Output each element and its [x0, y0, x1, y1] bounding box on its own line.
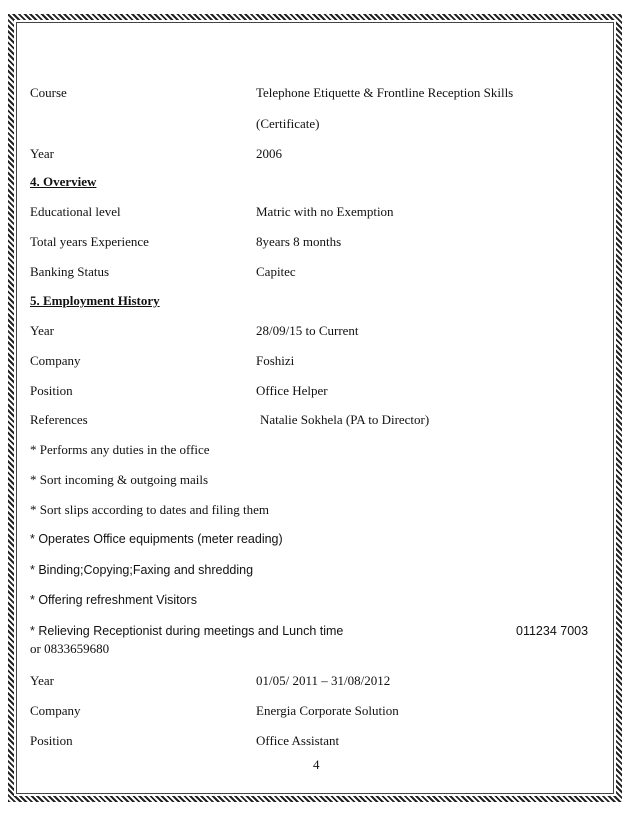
overview-value: Capitec	[256, 264, 296, 279]
overview-label: Educational level	[30, 204, 121, 219]
duty-item: * Performs any duties in the office	[30, 442, 210, 457]
overview-label: Banking Status	[30, 264, 110, 279]
job2-company-value: Energia Corporate Solution	[256, 703, 399, 718]
duty-item: * Offering refreshment Visitors	[30, 593, 197, 607]
job2-company-label: Company	[30, 703, 81, 718]
job1-company-label: Company	[30, 353, 81, 368]
duty-item: * Operates Office equipments (meter reading)	[30, 532, 283, 546]
job2-year-value: 01/05/ 2011 – 31/08/2012	[256, 673, 391, 688]
employment-heading: 5. Employment History	[30, 293, 160, 308]
overview-label: Total years Experience	[30, 234, 149, 249]
duty-item: * Sort incoming & outgoing mails	[30, 472, 209, 487]
duty-item: * Sort slips according to dates and filing them	[30, 502, 270, 517]
overview-heading: 4. Overview	[30, 174, 97, 189]
phone-alt: or 0833659680	[30, 641, 110, 656]
education-year-value: 2006	[256, 146, 282, 161]
job1-position-label: Position	[30, 383, 73, 398]
overview-value: 8years 8 months	[256, 234, 342, 249]
overview-value: Matric with no Exemption	[256, 204, 394, 219]
job1-company-value: Foshizi	[256, 353, 295, 368]
job2-year-label: Year	[30, 673, 54, 688]
job1-position-value: Office Helper	[256, 383, 328, 398]
duty-item: * Binding;Copying;Faxing and shredding	[30, 563, 254, 577]
phone-primary: 011234 7003	[516, 624, 589, 638]
duty-item: * Relieving Receptionist during meetings and Lunch time	[30, 624, 344, 638]
course-value: Telephone Etiquette & Frontline Reception Skills	[256, 85, 514, 100]
course-label: Course	[30, 85, 67, 100]
job1-references-value: Natalie Sokhela (PA to Director)	[260, 412, 430, 427]
page-number: 4	[313, 757, 320, 772]
education-year-label: Year	[30, 146, 54, 161]
job2-position-label: Position	[30, 733, 73, 748]
job1-year-label: Year	[30, 323, 54, 338]
duty-item-with-phone	[30, 624, 600, 639]
job2-position-value: Office Assistant	[256, 733, 340, 748]
course-value-line2: (Certificate)	[256, 116, 320, 131]
job1-references-label: References	[30, 412, 88, 427]
job1-year-value: 28/09/15 to Current	[256, 323, 359, 338]
